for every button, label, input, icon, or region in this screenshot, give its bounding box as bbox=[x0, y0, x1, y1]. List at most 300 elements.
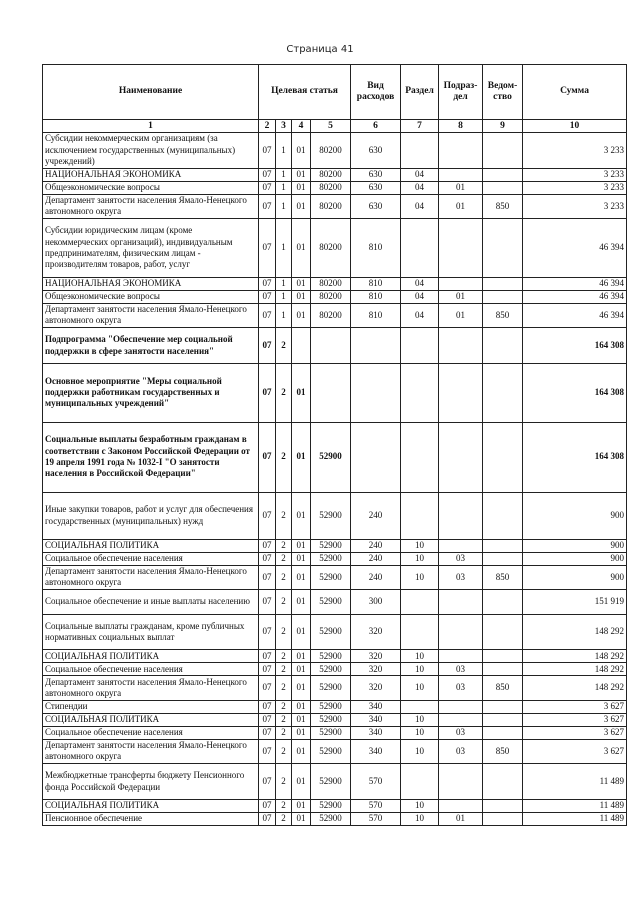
row-name: СОЦИАЛЬНАЯ ПОЛИТИКА bbox=[43, 799, 259, 812]
row-event-code: 01 bbox=[292, 739, 311, 763]
row-subprogram-code: 1 bbox=[276, 219, 292, 278]
row-section: 04 bbox=[401, 168, 439, 181]
row-expense-type: 240 bbox=[351, 552, 401, 565]
row-expense-type: 570 bbox=[351, 812, 401, 825]
row-direction-code: 52900 bbox=[311, 422, 351, 492]
row-name: Департамент занятости населения Ямало-Ненецкого автономного округа bbox=[43, 676, 259, 700]
header-target: Целевая статья bbox=[259, 65, 351, 120]
row-program-code: 07 bbox=[259, 663, 276, 676]
row-name: НАЦИОНАЛЬНАЯ ЭКОНОМИКА bbox=[43, 277, 259, 290]
row-section bbox=[401, 700, 439, 713]
row-amount: 3 627 bbox=[523, 713, 627, 726]
row-event-code: 01 bbox=[292, 539, 311, 552]
col-number: 2 bbox=[259, 120, 276, 133]
row-name: Департамент занятости населения Ямало-Ненецкого автономного округа bbox=[43, 194, 259, 218]
table-row bbox=[43, 363, 627, 422]
table-row bbox=[43, 565, 627, 589]
row-event-code: 01 bbox=[292, 663, 311, 676]
row-department bbox=[483, 168, 523, 181]
table-row bbox=[43, 303, 627, 327]
row-expense-type: 240 bbox=[351, 492, 401, 539]
row-expense-type: 340 bbox=[351, 700, 401, 713]
row-subsection bbox=[439, 422, 483, 492]
row-subprogram-code: 2 bbox=[276, 590, 292, 614]
row-department: 850 bbox=[483, 565, 523, 589]
row-name: Пенсионное обеспечение bbox=[43, 812, 259, 825]
row-event-code: 01 bbox=[292, 812, 311, 825]
row-event-code: 01 bbox=[292, 277, 311, 290]
row-subsection: 03 bbox=[439, 663, 483, 676]
row-direction-code bbox=[311, 363, 351, 422]
row-direction-code: 52900 bbox=[311, 565, 351, 589]
row-section bbox=[401, 328, 439, 364]
table-row bbox=[43, 764, 627, 800]
row-name: Субсидии юридическим лицам (кроме некоммерческих организаций), индивидуальным предпринимателям, физическим лицам - производителям товаров, работ, услуг bbox=[43, 219, 259, 278]
row-name: Социальное обеспечение и иные выплаты населению bbox=[43, 590, 259, 614]
table-row bbox=[43, 290, 627, 303]
row-expense-type: 340 bbox=[351, 713, 401, 726]
table-row bbox=[43, 812, 627, 825]
row-department bbox=[483, 764, 523, 800]
row-subsection: 01 bbox=[439, 303, 483, 327]
row-subsection bbox=[439, 539, 483, 552]
row-subsection bbox=[439, 219, 483, 278]
table-row bbox=[43, 713, 627, 726]
row-amount: 11 489 bbox=[523, 812, 627, 825]
table-row bbox=[43, 799, 627, 812]
row-expense-type: 630 bbox=[351, 194, 401, 218]
row-program-code: 07 bbox=[259, 590, 276, 614]
row-section: 10 bbox=[401, 739, 439, 763]
row-program-code: 07 bbox=[259, 713, 276, 726]
row-amount: 11 489 bbox=[523, 799, 627, 812]
row-subprogram-code: 2 bbox=[276, 713, 292, 726]
row-event-code: 01 bbox=[292, 552, 311, 565]
row-subsection bbox=[439, 328, 483, 364]
row-section: 04 bbox=[401, 303, 439, 327]
row-department bbox=[483, 663, 523, 676]
row-name: Субсидии некоммерческим организациям (за исключением государственных (муниципальных) учреждений) bbox=[43, 133, 259, 169]
row-program-code: 07 bbox=[259, 700, 276, 713]
row-program-code: 07 bbox=[259, 726, 276, 739]
row-amount: 148 292 bbox=[523, 676, 627, 700]
row-department: 850 bbox=[483, 303, 523, 327]
row-direction-code: 52900 bbox=[311, 700, 351, 713]
row-department bbox=[483, 726, 523, 739]
row-amount: 151 919 bbox=[523, 590, 627, 614]
row-subsection bbox=[439, 277, 483, 290]
row-direction-code: 80200 bbox=[311, 194, 351, 218]
row-subprogram-code: 2 bbox=[276, 614, 292, 650]
row-section: 10 bbox=[401, 713, 439, 726]
row-direction-code: 52900 bbox=[311, 590, 351, 614]
row-name: Социальное обеспечение населения bbox=[43, 663, 259, 676]
row-department: 850 bbox=[483, 739, 523, 763]
row-amount: 46 394 bbox=[523, 303, 627, 327]
row-department bbox=[483, 277, 523, 290]
row-subsection: 03 bbox=[439, 552, 483, 565]
row-program-code: 07 bbox=[259, 181, 276, 194]
row-program-code: 07 bbox=[259, 552, 276, 565]
table-row bbox=[43, 492, 627, 539]
row-section: 10 bbox=[401, 650, 439, 663]
row-subsection: 01 bbox=[439, 290, 483, 303]
row-department bbox=[483, 700, 523, 713]
row-event-code: 01 bbox=[292, 676, 311, 700]
header-vedomstvo: Ведом-ство bbox=[483, 65, 523, 120]
row-subprogram-code: 2 bbox=[276, 663, 292, 676]
row-section: 04 bbox=[401, 277, 439, 290]
row-direction-code: 52900 bbox=[311, 739, 351, 763]
table-row bbox=[43, 650, 627, 663]
row-section: 10 bbox=[401, 552, 439, 565]
table-body bbox=[43, 133, 627, 826]
row-section bbox=[401, 492, 439, 539]
row-name: Департамент занятости населения Ямало-Ненецкого автономного округа bbox=[43, 739, 259, 763]
row-name: Социальное обеспечение населения bbox=[43, 552, 259, 565]
row-amount: 3 233 bbox=[523, 168, 627, 181]
row-expense-type: 810 bbox=[351, 290, 401, 303]
row-direction-code: 52900 bbox=[311, 663, 351, 676]
row-amount: 3 233 bbox=[523, 133, 627, 169]
row-program-code: 07 bbox=[259, 303, 276, 327]
row-amount: 148 292 bbox=[523, 650, 627, 663]
table-row bbox=[43, 181, 627, 194]
row-section: 10 bbox=[401, 565, 439, 589]
table-row bbox=[43, 194, 627, 218]
row-subsection bbox=[439, 764, 483, 800]
row-name: СОЦИАЛЬНАЯ ПОЛИТИКА bbox=[43, 539, 259, 552]
row-section bbox=[401, 422, 439, 492]
col-number: 7 bbox=[401, 120, 439, 133]
row-event-code: 01 bbox=[292, 363, 311, 422]
row-program-code: 07 bbox=[259, 422, 276, 492]
row-name: Социальные выплаты гражданам, кроме публичных нормативных социальных выплат bbox=[43, 614, 259, 650]
row-direction-code: 52900 bbox=[311, 676, 351, 700]
row-direction-code: 80200 bbox=[311, 219, 351, 278]
row-expense-type: 320 bbox=[351, 663, 401, 676]
row-expense-type: 630 bbox=[351, 133, 401, 169]
row-program-code: 07 bbox=[259, 565, 276, 589]
row-subprogram-code: 1 bbox=[276, 133, 292, 169]
row-department bbox=[483, 290, 523, 303]
table-row bbox=[43, 676, 627, 700]
row-subprogram-code: 1 bbox=[276, 168, 292, 181]
row-event-code: 01 bbox=[292, 168, 311, 181]
row-expense-type: 320 bbox=[351, 650, 401, 663]
row-subprogram-code: 2 bbox=[276, 363, 292, 422]
row-direction-code: 80200 bbox=[311, 133, 351, 169]
table-row bbox=[43, 739, 627, 763]
row-event-code: 01 bbox=[292, 614, 311, 650]
row-program-code: 07 bbox=[259, 492, 276, 539]
row-direction-code: 52900 bbox=[311, 614, 351, 650]
row-expense-type: 320 bbox=[351, 676, 401, 700]
table-row bbox=[43, 277, 627, 290]
row-direction-code: 80200 bbox=[311, 277, 351, 290]
row-amount: 148 292 bbox=[523, 663, 627, 676]
row-name: Социальное обеспечение населения bbox=[43, 726, 259, 739]
row-section: 04 bbox=[401, 194, 439, 218]
row-section bbox=[401, 133, 439, 169]
row-subprogram-code: 2 bbox=[276, 700, 292, 713]
row-direction-code: 52900 bbox=[311, 764, 351, 800]
table-row bbox=[43, 219, 627, 278]
row-subprogram-code: 1 bbox=[276, 181, 292, 194]
row-expense-type: 240 bbox=[351, 539, 401, 552]
row-amount: 148 292 bbox=[523, 614, 627, 650]
row-event-code bbox=[292, 328, 311, 364]
row-amount: 3 627 bbox=[523, 700, 627, 713]
row-subsection bbox=[439, 492, 483, 539]
row-direction-code: 52900 bbox=[311, 726, 351, 739]
col-number: 10 bbox=[523, 120, 627, 133]
header-vid: Вид расходов bbox=[351, 65, 401, 120]
row-amount: 3 233 bbox=[523, 194, 627, 218]
row-program-code: 07 bbox=[259, 799, 276, 812]
row-subprogram-code: 1 bbox=[276, 290, 292, 303]
table-row bbox=[43, 726, 627, 739]
row-direction-code: 52900 bbox=[311, 552, 351, 565]
col-number: 4 bbox=[292, 120, 311, 133]
row-name: Социальные выплаты безработным гражданам в соответствии с Законом Российской Федерации от 19 апреля 1991 года № 1032-I "О занятости населения в Российской Федерации" bbox=[43, 422, 259, 492]
row-department bbox=[483, 363, 523, 422]
row-name: Департамент занятости населения Ямало-Ненецкого автономного округа bbox=[43, 565, 259, 589]
row-section bbox=[401, 764, 439, 800]
row-section: 04 bbox=[401, 290, 439, 303]
col-number: 1 bbox=[43, 120, 259, 133]
row-amount: 164 308 bbox=[523, 363, 627, 422]
row-expense-type: 810 bbox=[351, 303, 401, 327]
row-event-code: 01 bbox=[292, 194, 311, 218]
row-section: 10 bbox=[401, 539, 439, 552]
row-name: НАЦИОНАЛЬНАЯ ЭКОНОМИКА bbox=[43, 168, 259, 181]
col-number: 9 bbox=[483, 120, 523, 133]
row-expense-type: 810 bbox=[351, 219, 401, 278]
row-program-code: 07 bbox=[259, 812, 276, 825]
row-amount: 900 bbox=[523, 539, 627, 552]
row-name: Общеэкономические вопросы bbox=[43, 290, 259, 303]
row-amount: 164 308 bbox=[523, 328, 627, 364]
row-subprogram-code: 2 bbox=[276, 726, 292, 739]
row-subsection: 01 bbox=[439, 181, 483, 194]
row-department bbox=[483, 492, 523, 539]
row-subsection bbox=[439, 363, 483, 422]
row-name: Департамент занятости населения Ямало-Ненецкого автономного округа bbox=[43, 303, 259, 327]
row-subprogram-code: 2 bbox=[276, 812, 292, 825]
row-subprogram-code: 2 bbox=[276, 552, 292, 565]
row-program-code: 07 bbox=[259, 194, 276, 218]
row-department bbox=[483, 219, 523, 278]
row-amount: 900 bbox=[523, 552, 627, 565]
row-subprogram-code: 2 bbox=[276, 764, 292, 800]
row-section: 10 bbox=[401, 799, 439, 812]
row-subprogram-code: 2 bbox=[276, 676, 292, 700]
row-amount: 11 489 bbox=[523, 764, 627, 800]
row-subprogram-code: 2 bbox=[276, 492, 292, 539]
row-amount: 46 394 bbox=[523, 290, 627, 303]
row-expense-type: 340 bbox=[351, 739, 401, 763]
header-podrazdel: Подраз-дел bbox=[439, 65, 483, 120]
row-department bbox=[483, 328, 523, 364]
table-row bbox=[43, 422, 627, 492]
header-summa: Сумма bbox=[523, 65, 627, 120]
row-subprogram-code: 2 bbox=[276, 799, 292, 812]
row-department bbox=[483, 713, 523, 726]
row-subsection: 01 bbox=[439, 194, 483, 218]
row-program-code: 07 bbox=[259, 614, 276, 650]
row-section: 10 bbox=[401, 812, 439, 825]
row-section: 10 bbox=[401, 676, 439, 700]
row-subsection: 01 bbox=[439, 812, 483, 825]
row-event-code: 01 bbox=[292, 303, 311, 327]
row-program-code: 07 bbox=[259, 290, 276, 303]
row-expense-type: 570 bbox=[351, 764, 401, 800]
row-amount: 164 308 bbox=[523, 422, 627, 492]
row-amount: 3 627 bbox=[523, 739, 627, 763]
row-department bbox=[483, 812, 523, 825]
table-row bbox=[43, 552, 627, 565]
row-subprogram-code: 1 bbox=[276, 277, 292, 290]
row-subprogram-code: 2 bbox=[276, 539, 292, 552]
row-name: СОЦИАЛЬНАЯ ПОЛИТИКА bbox=[43, 713, 259, 726]
row-subsection: 03 bbox=[439, 676, 483, 700]
row-department bbox=[483, 181, 523, 194]
row-event-code: 01 bbox=[292, 181, 311, 194]
row-subsection: 03 bbox=[439, 565, 483, 589]
row-event-code: 01 bbox=[292, 219, 311, 278]
row-event-code: 01 bbox=[292, 492, 311, 539]
row-subsection bbox=[439, 650, 483, 663]
row-subsection bbox=[439, 700, 483, 713]
row-subprogram-code: 2 bbox=[276, 650, 292, 663]
row-expense-type: 320 bbox=[351, 614, 401, 650]
row-department bbox=[483, 133, 523, 169]
row-department bbox=[483, 422, 523, 492]
row-amount: 900 bbox=[523, 492, 627, 539]
row-direction-code: 52900 bbox=[311, 539, 351, 552]
table-row bbox=[43, 328, 627, 364]
row-section: 10 bbox=[401, 726, 439, 739]
row-subprogram-code: 2 bbox=[276, 565, 292, 589]
budget-table bbox=[42, 64, 627, 826]
row-department: 850 bbox=[483, 194, 523, 218]
row-subprogram-code: 1 bbox=[276, 194, 292, 218]
row-expense-type: 570 bbox=[351, 799, 401, 812]
row-program-code: 07 bbox=[259, 168, 276, 181]
row-name: Подпрограмма "Обеспечение мер социальной поддержки в сфере занятости населения" bbox=[43, 328, 259, 364]
row-amount: 3 627 bbox=[523, 726, 627, 739]
row-amount: 3 233 bbox=[523, 181, 627, 194]
row-program-code: 07 bbox=[259, 739, 276, 763]
header-name: Наименование bbox=[43, 65, 259, 120]
page-label: Страница 41 bbox=[286, 44, 354, 55]
row-event-code: 01 bbox=[292, 799, 311, 812]
row-department bbox=[483, 590, 523, 614]
row-program-code: 07 bbox=[259, 133, 276, 169]
row-event-code: 01 bbox=[292, 764, 311, 800]
table-row bbox=[43, 168, 627, 181]
row-direction-code: 52900 bbox=[311, 812, 351, 825]
row-name: Основное мероприятие "Меры социальной поддержки работникам государственных и муниципальных учреждений" bbox=[43, 363, 259, 422]
row-section bbox=[401, 614, 439, 650]
row-program-code: 07 bbox=[259, 277, 276, 290]
row-program-code: 07 bbox=[259, 328, 276, 364]
table-row bbox=[43, 700, 627, 713]
row-name: Иные закупки товаров, работ и услуг для обеспечения государственных (муниципальных) нужд bbox=[43, 492, 259, 539]
row-subsection bbox=[439, 133, 483, 169]
row-expense-type: 810 bbox=[351, 277, 401, 290]
row-direction-code: 52900 bbox=[311, 713, 351, 726]
row-expense-type: 630 bbox=[351, 168, 401, 181]
row-event-code: 01 bbox=[292, 726, 311, 739]
col-number: 5 bbox=[311, 120, 351, 133]
row-subprogram-code: 2 bbox=[276, 328, 292, 364]
row-direction-code bbox=[311, 328, 351, 364]
table-row bbox=[43, 590, 627, 614]
row-program-code: 07 bbox=[259, 539, 276, 552]
row-event-code: 01 bbox=[292, 290, 311, 303]
row-section bbox=[401, 219, 439, 278]
header-razdel: Раздел bbox=[401, 65, 439, 120]
row-direction-code: 52900 bbox=[311, 492, 351, 539]
row-subsection: 03 bbox=[439, 726, 483, 739]
row-section: 04 bbox=[401, 181, 439, 194]
row-department bbox=[483, 799, 523, 812]
row-event-code: 01 bbox=[292, 422, 311, 492]
row-name: Стипендии bbox=[43, 700, 259, 713]
row-program-code: 07 bbox=[259, 676, 276, 700]
row-event-code: 01 bbox=[292, 565, 311, 589]
row-event-code: 01 bbox=[292, 700, 311, 713]
row-event-code: 01 bbox=[292, 133, 311, 169]
row-section bbox=[401, 590, 439, 614]
row-name: СОЦИАЛЬНАЯ ПОЛИТИКА bbox=[43, 650, 259, 663]
row-subsection bbox=[439, 590, 483, 614]
table-row bbox=[43, 539, 627, 552]
column-number-row bbox=[43, 120, 627, 133]
row-subsection bbox=[439, 168, 483, 181]
table-row bbox=[43, 133, 627, 169]
row-program-code: 07 bbox=[259, 764, 276, 800]
row-expense-type: 240 bbox=[351, 565, 401, 589]
row-subprogram-code: 1 bbox=[276, 303, 292, 327]
row-event-code: 01 bbox=[292, 650, 311, 663]
col-number: 3 bbox=[276, 120, 292, 133]
row-name: Общеэкономические вопросы bbox=[43, 181, 259, 194]
row-subsection bbox=[439, 713, 483, 726]
row-expense-type: 630 bbox=[351, 181, 401, 194]
row-name: Межбюджетные трансферты бюджету Пенсионного фонда Российской Федерации bbox=[43, 764, 259, 800]
row-section: 10 bbox=[401, 663, 439, 676]
row-event-code: 01 bbox=[292, 590, 311, 614]
row-expense-type: 300 bbox=[351, 590, 401, 614]
row-amount: 46 394 bbox=[523, 219, 627, 278]
row-department bbox=[483, 552, 523, 565]
row-event-code: 01 bbox=[292, 713, 311, 726]
row-department: 850 bbox=[483, 676, 523, 700]
row-expense-type: 340 bbox=[351, 726, 401, 739]
row-program-code: 07 bbox=[259, 363, 276, 422]
row-direction-code: 80200 bbox=[311, 168, 351, 181]
row-direction-code: 80200 bbox=[311, 303, 351, 327]
row-amount: 46 394 bbox=[523, 277, 627, 290]
row-subprogram-code: 2 bbox=[276, 739, 292, 763]
row-department bbox=[483, 650, 523, 663]
row-department bbox=[483, 614, 523, 650]
row-expense-type bbox=[351, 363, 401, 422]
row-direction-code: 80200 bbox=[311, 181, 351, 194]
